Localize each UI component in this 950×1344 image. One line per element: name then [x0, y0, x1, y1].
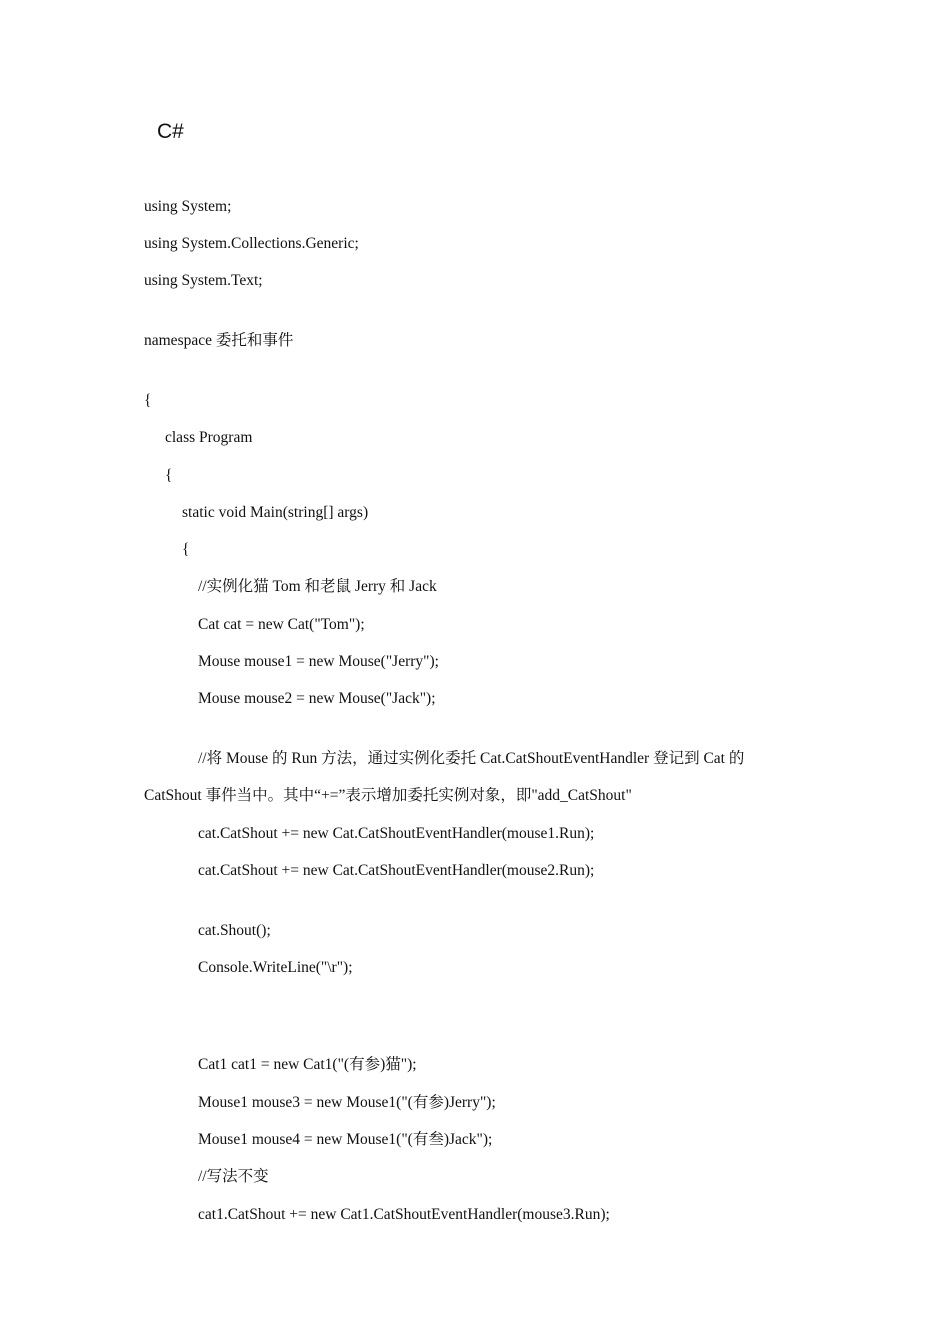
code-line-new-mouse4: Mouse1 mouse4 = new Mouse1("(有叁)Jack");	[198, 1131, 493, 1148]
code-comment-instantiate: //实例化猫 Tom 和老鼠 Jerry 和 Jack	[198, 578, 437, 595]
code-comment-register-part2: CatShout 事件当中。其中“+=”表示增加委托实例对象，即"add_CatShout"	[144, 787, 632, 804]
code-line-catshout-mouse1: cat.CatShout += new Cat.CatShoutEventHandler(mouse1.Run);	[198, 825, 595, 842]
code-line-main-method: static void Main(string[] args)	[182, 504, 369, 521]
code-line-catshout-mouse2: cat.CatShout += new Cat.CatShoutEventHandler(mouse2.Run);	[198, 862, 595, 879]
code-comment-register-part1: //将 Mouse 的 Run 方法，通过实例化委托 Cat.CatShoutEventHandler 登记到 Cat 的	[198, 750, 745, 767]
code-line-new-cat1: Cat1 cat1 = new Cat1("(有参)猫");	[198, 1056, 417, 1073]
code-line-new-mouse1: Mouse mouse1 = new Mouse("Jerry");	[198, 653, 439, 670]
code-line-using-system: using System;	[144, 198, 232, 215]
code-line-namespace: namespace 委托和事件	[144, 332, 294, 349]
code-line-using-collections: using System.Collections.Generic;	[144, 235, 359, 252]
code-line-namespace-open-brace: {	[144, 392, 152, 409]
code-line-cat-shout: cat.Shout();	[198, 922, 271, 939]
code-line-new-cat: Cat cat = new Cat("Tom");	[198, 616, 365, 633]
code-line-cat1-catshout-mouse3: cat1.CatShout += new Cat1.CatShoutEventHandler(mouse3.Run);	[198, 1206, 610, 1223]
code-line-console-writeline: Console.WriteLine("\r");	[198, 959, 353, 976]
code-line-new-mouse3: Mouse1 mouse3 = new Mouse1("(有参)Jerry");	[198, 1094, 496, 1111]
code-comment-unchanged: //写法不变	[198, 1168, 269, 1185]
code-line-new-mouse2: Mouse mouse2 = new Mouse("Jack");	[198, 690, 436, 707]
code-line-using-text: using System.Text;	[144, 272, 263, 289]
code-line-main-open-brace: {	[182, 541, 190, 558]
document-title: C#	[157, 120, 184, 143]
code-line-class-program: class Program	[165, 429, 253, 446]
code-line-class-open-brace: {	[165, 467, 173, 484]
